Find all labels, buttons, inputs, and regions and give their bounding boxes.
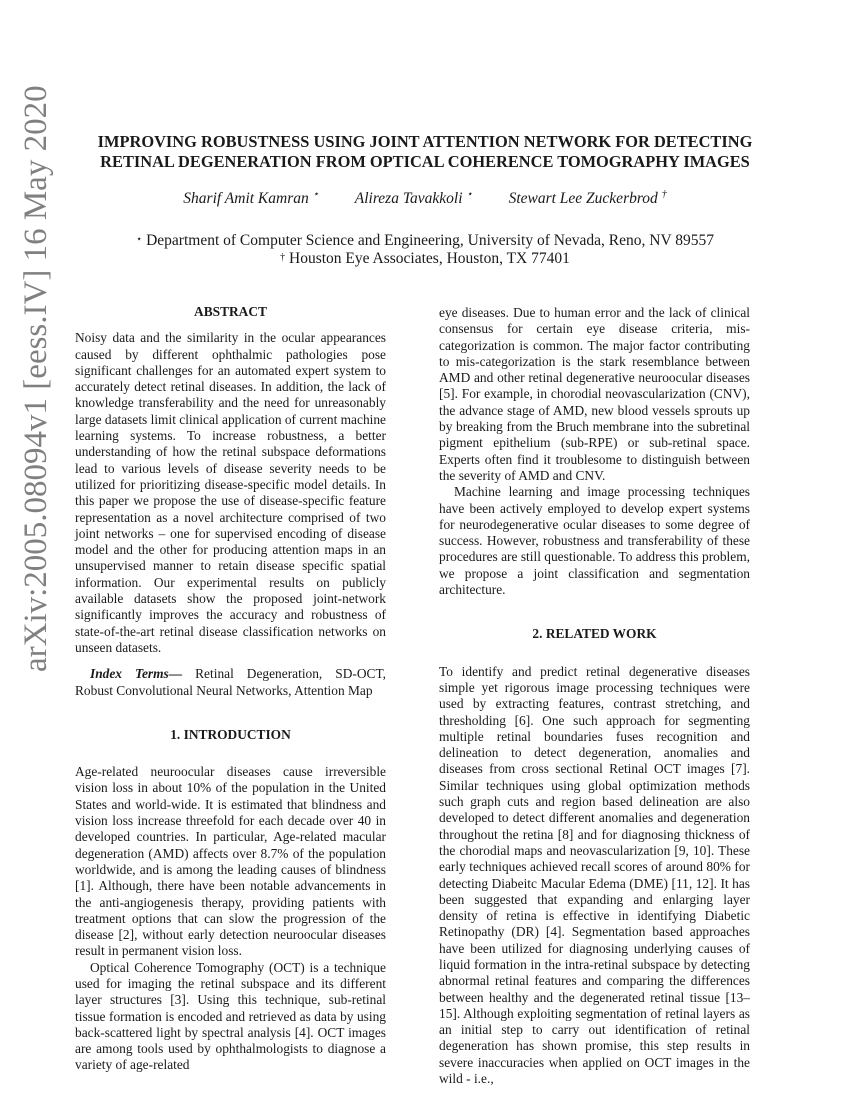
title-line-2: RETINAL DEGENERATION FROM OPTICAL COHERENCE TOMOGRAPHY IMAGES [100,152,750,171]
author-mark: ⋆ [312,189,319,200]
author-name: Sharif Amit Kamran [183,190,309,207]
author-mark: ⋆ [466,189,473,200]
author-list [75,190,775,208]
index-terms [75,666,386,699]
introduction-heading: 1. INTRODUCTION [170,726,291,742]
affiliation [75,250,775,268]
affiliation [75,232,775,250]
author-name: Stewart Lee Zuckerbrod [508,190,658,207]
left-column [75,304,386,1074]
intro-paragraph-2: Optical Coherence Tomography (OCT) is a technique used for imaging the retinal subspace and its different layer structures [3]. Using this technique, sub-retinal tissue formation is encoded and retrieved as data by using back-scattered light by spectral analysis [4]. OCT images are among tools used by ophthalmologists to diagnose a variety of age-related [75,959,386,1073]
author-mark: † [661,189,667,200]
author [509,190,667,208]
title-line-1: IMPROVING ROBUSTNESS USING JOINT ATTENTION NETWORK FOR DETECTING [97,132,753,151]
affiliation-text: Houston Eye Associates, Houston, TX 77401 [289,250,570,267]
author [183,190,319,208]
intro-paragraph-3: eye diseases. Due to human error and the lack of clinical consensus for certain eye disease criteria, mis-categorization is common. The major factor contributing to mis-categorization is the stark resemblance between AMD and other retinal degenerative neuroocular diseases [5]. For example, in chorodial neovascularization (CNV), the advance stage of AMD, new blood vessels sprouts up by breaking from the Bruch membrane into the subretinal pigment epithelium (sub-RPE) or sub-retinal space. Experts often find it troublesome to distinguish between the severity of AMD and CNV. [439,305,750,483]
affiliation-mark: ⋆ [135,234,143,245]
related-work-heading: 2. RELATED WORK [532,626,657,642]
intro-paragraph-1: Age-related neuroocular diseases cause irreversible vision loss in about 10% of the population in the United States and world-wide. It is estimated that blindness and vision loss increase threefold for each decade over 40 in developed countries. In particular, Age-related macular degeneration (AMD) affects over 8.7% of the population worldwide, and is among the leading causes of blindness [1]. Although, there have been notable advancements in the anti-angiogenesis therapy, providing patients with treatment options that can slow the progression of the disease [2], without early detection neuroocular diseases result in permanent vision loss. [75,764,386,959]
author-name: Alireza Tavakkoli [354,190,463,207]
affiliations [75,232,775,268]
paper-title [75,132,775,172]
abstract-text: Noisy data and the similarity in the ocular appearances caused by different ophthalmic pathologies pose significant challenges for an automated expert system to accurately detect retinal diseases. In addition, the lack of knowledge transferability and the need for unreasonably large datasets limit clinical application of current machine learning systems. To increase robustness, a better understanding of how the retinal subspace deformations lead to various levels of disease severity needs to be utilized for prioritizing disease-specific model details. In this paper we propose the use of disease-specific feature representation as a novel architecture comprised of two joint networks – one for supervised encoding of disease model and the other for producing attention maps in an unsupervised manner to retain disease specific spatial information. Our experimental results on publicly available datasets show the proposed joint-network significantly improves the accuracy and robustness of state-of-the-art retinal disease classification networks on unseen datasets. [75,330,386,655]
index-terms-label: Index Terms— [90,666,183,682]
arxiv-identifier: arXiv:2005.08094v1 [eess.IV] 16 May 2020 [18,85,54,672]
related-work-paragraph-1: To identify and predict retinal degenerative diseases simple yet rigorous image processing techniques were used by extracting features, contrast stretching, and thresholding [6]. One such approach for segmenting multiple retinal boundaries fuses recognition and delineation to detect degeneration, anomalies and diseases from cross sectional Retinal OCT images [7]. Similar techniques using global optimization methods such graph cuts and region based delineation are also developed to detect different anomalies and degeneration throughout the retina [8] and for diagnosing thickness of the chorodial maps and neovascularization [9, 10]. These early techniques achieved recall scores of around 80% for detecting Diabeitc Macular Edema (DME) [11, 12]. It has been suggested that expanding and enlarging layer density of retina is effective in identifying Diabetic Retinopathy (DR) [4]. Segmentation based approaches have been utilized for diagnosing underlying causes of liquid formation in the intra-retinal subspace by detecting abnormal retinal features and comparing the differences between healthy and the degenerated retinal tissue [13–15]. Although exploiting segmentation of retinal layers as an initial step to carry out identification of retinal degeneration has shown promise, this step results in severe inaccuracies when applied on OCT images in the wild - i.e., [439,663,750,1087]
right-column [439,305,750,1087]
affiliation-mark: † [280,252,286,263]
author [355,190,473,208]
index-terms-text: Retinal Degeneration, SD-OCT, Robust Convolutional Neural Networks, Attention Map [75,666,386,698]
abstract-heading: ABSTRACT [194,304,267,319]
intro-paragraph-4: Machine learning and image processing techniques have been actively employed to develop expert systems for neurodegenerative ocular diseases to some degree of success. However, robustness and transferability of these procedures are still questionable. To address this problem, we propose a joint classification and segmentation architecture. [439,484,750,598]
affiliation-text: Department of Computer Science and Engineering, University of Nevada, Reno, NV 89557 [146,232,715,249]
